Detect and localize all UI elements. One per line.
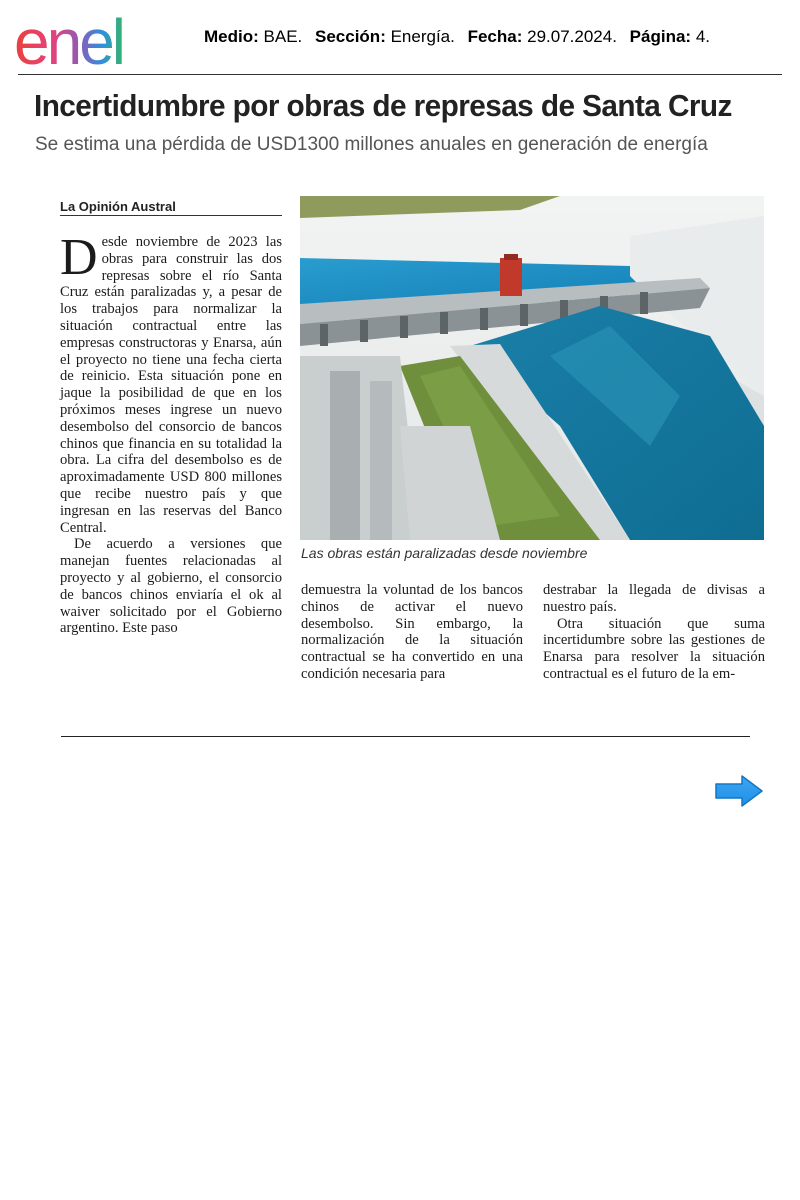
article-title: Incertidumbre por obras de represas de Santa Cruz — [34, 88, 732, 123]
publication-meta — [204, 27, 710, 47]
seccion-label: Sección: — [315, 27, 386, 46]
drop-cap: D — [60, 229, 98, 286]
pagina-label: Página: — [629, 27, 692, 46]
paragraph-5: Otra situación que suma incertidumbre sobre las gestiones de Enarsa para resolver la situación contractual es el futuro de la em- — [543, 615, 765, 682]
article-column-3 — [543, 582, 765, 683]
paragraph-1-text: esde noviembre de 2023 las obras para construir las dos represas sobre el río Santa Cruz están paralizadas y, a pesar de los trabajos para normalizar la situación contractual entre las empresas constructoras y Enarsa, aún el proyecto no tiene una fecha cierta de reinicio. Esta situación pone en jaque la posibilidad de que en los próximos meses ingrese un nuevo desembolso del consorcio de bancos chinos que financia en su totalidad la obra. La cifra del desembolso es de aproximadamente USD 800 millones que recibe nuestro país y que ingresan en las reservas del Banco Central. — [60, 234, 282, 536]
paragraph-2: De acuerdo a versiones que manejan fuentes relacionadas al proyecto y al gobierno, el consorcio de bancos chinos enviaría el ok al waiver solicitado por el Gobierno argentino. Este paso — [60, 536, 282, 637]
article-bottom-divider — [61, 736, 750, 737]
source-divider — [60, 215, 282, 216]
dam-illustration — [300, 196, 764, 540]
pagina-value: 4. — [695, 27, 710, 46]
fecha-label: Fecha: — [467, 27, 523, 46]
enel-logo — [14, 8, 184, 70]
paragraph-4: destrabar la llegada de divisas a nuestro país. — [543, 582, 765, 615]
seccion-value: Energía. — [390, 27, 455, 46]
dam-photo — [300, 196, 764, 540]
right-arrow-icon[interactable] — [712, 773, 766, 809]
header-divider — [18, 74, 782, 75]
medio-label: Medio: — [204, 27, 259, 46]
article-column-1 — [60, 229, 282, 637]
svg-text:enel: enel — [14, 8, 123, 70]
paragraph-3: demuestra la voluntad de los bancos chinos de activar el nuevo desembolso. Sin embargo, la normalización de la situación contractual se ha convertido en una condición necesaria para — [301, 582, 523, 682]
paragraph-1 — [60, 229, 282, 536]
article-source: La Opinión Austral — [60, 199, 176, 214]
fecha-value: 29.07.2024. — [527, 27, 617, 46]
article-column-2 — [301, 582, 523, 683]
article-subtitle: Se estima una pérdida de USD1300 millones anuales en generación de energía — [35, 134, 708, 155]
medio-value: BAE. — [263, 27, 303, 46]
photo-caption: Las obras están paralizadas desde noviembre — [301, 545, 588, 561]
